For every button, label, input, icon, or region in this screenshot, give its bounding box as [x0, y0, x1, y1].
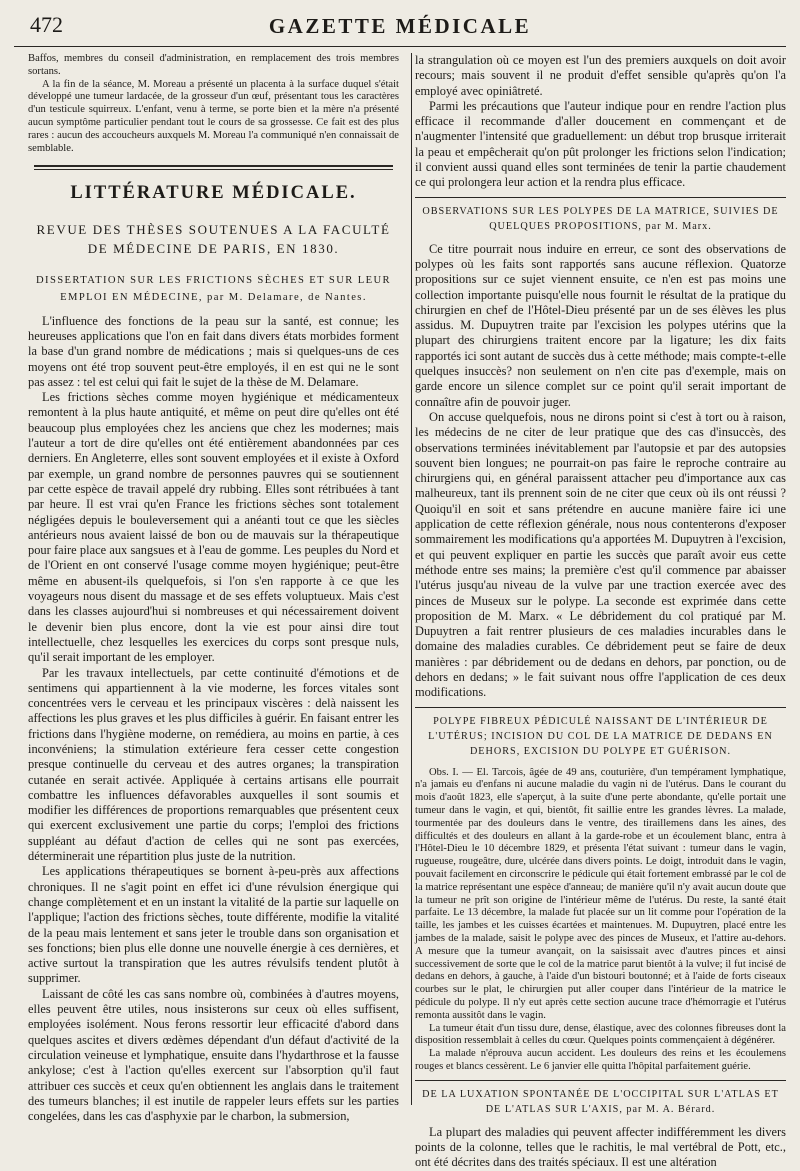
article-rule — [415, 707, 786, 708]
luxation-article-title: DE LA LUXATION SPONTANÉE DE L'OCCIPITAL SUR L'ATLAS ET DE L'ATLAS SUR L'AXIS, par M. A. Bérard. — [422, 1088, 779, 1115]
review-subtitle: REVUE DES THÈSES SOUTENUES A LA FACULTÉ DE MÉDECINE DE PARIS, EN 1830. — [36, 221, 391, 256]
observation-text: Obs. I. — El. Tarcois, âgée de 49 ans, couturière, d'un tempérament lymphatique, n'a jamais eu d'enfans ni aucune maladie du vagin ni de l'utérus. Dans le courant du mois d'août 1823, elle s'aperçut, à la suite d'une perte abondante, qu'elle portait une tumeur dans le vagin, et qui, bientôt, fit saillie entre les grandes lèvres. La malade, tourmentée par des douleurs dans le ventre, des tiraillemens dans les aines, des difficultés et des douleurs en allant à la garde-robe et un écoulement blanc, entra à l'Hôtel-Dieu le 10 décembre 1829, et présenta l'état suivant : tumeur dans le vagin, rugueuse, rougeâtre, dure, ulcérée dans divers points. Le doigt, introduit dans le vagin, pouvait facilement en circonscrire le pédicule qui était fortement embrassé par le col de la matrice représentant une espèce d'anneau; de manière qu'il n'y avait aucun doute que la tumeur ne prît son origine de l'intérieur même de l'utérus. Du reste, la santé était parfaite. Le 13 décembre, la malade fut placée sur un lit comme pour l'opération de la taille, les jambes et les cuisses écartées et maintenues. M. Dupuytren, placé entre les jambes de la malade, saisit le polype avec des pinces de Museux, et l'attire au-dehors. A mesure que la tumeur avançait, on la saisissait avec d'autres pinces et ainsi successivement de sorte que le col de la matrice parut bientôt à la vulve; il fut incisé de dedans en dehors, à gauche, à l'aide d'un bistouri boutonné; et à l'aide de forts ciseaux courbes sur le plat, le chirurgien put aller couper dans l'intérieur de la matrice le pédicule du polype. Il n'y eut après cette section aucune trace d'hémorragie et l'utérus remonta aussitôt dans le vagin. — [415, 766, 786, 1021]
right-column — [415, 53, 786, 1171]
article-rule — [415, 197, 786, 198]
paragraph: On accuse quelquefois, nous ne dirons point si c'est à tort ou à raison, les médecins de ne citer de leur pratique que des cas d'insuccès, des observations terminées inévitablement par l'autopsie et par des autopsies souvent bien longues; ne pourrait-on pas faire le reproche contraire au chirurgiens qui, en général paraissent attacher peu d'importance aux cas malheureux, tant ils prennent soin de ne citer que ceux où ils ont réussi ? Quoiqu'il en soit et sans prétendre en aucune manière faire ici une application de cette réflexion générale, nous nous contenterons d'exposer sommairement les modifications qu'a apportées M. Dupuytren à l'excision, et qui peuvent expliquer en partie les succès que paraît avoir eus cette méthode entre ses mains; la première c'est qu'il commence par abaisser l'utérus jusqu'au niveau de la vulve par une traction exercée avec des pinces de Museux sur le polype. La seconde est exprimée dans cette proposition de M. Marx. « Le débridement du col pratiqué par M. Dupuytren a fait rentrer plusieurs de ces maladies incurables dans le domaine des maladies curables. Ce débridement peut se faire de deux manières : par débridement ou de dedans en dehors, par ponction, ou de dehors en dedans; » le fait suivant nous offre l'application de ces deux modifications. — [415, 409, 786, 700]
paragraph-moreau: A la fin de la séance, M. Moreau a présenté un placenta à la surface duquel s'était développé une tumeur lardacée, de la grosseur d'un œuf, présentant tous les caractères d'un testicule squirreux. L'enfant, venu à terme, se porte bien et la mère n'a présenté aucun symptôme particulier pendant tout le cours de sa grossesse. Ce fait est des plus rares : aucun des accoucheurs auxquels M. Moreau l'a communiqué n'en connaissait de semblable. — [28, 78, 399, 154]
polyps-article-title: OBSERVATIONS SUR LES POLYPES DE LA MATRICE, SUIVIES DE QUELQUES PROPOSITIONS, par M. Marx. — [422, 205, 779, 232]
paragraph: L'influence des fonctions de la peau sur la santé, est connue; les heureuses applications que l'on en fait dans divers états morbides forment la base d'un grand nombre de médications ; mais si quelques-uns de ces moyens ont été trop souvent peut-être employés, il en est qui ne le sont pas assez : tel est celui qui fait le sujet de la thèse de M. Delamare. — [28, 313, 399, 389]
running-title: GAZETTE MÉDICALE — [268, 14, 532, 38]
paragraph-baffos: Baffos, membres du conseil d'administration, en remplacement des trois membres sortans. — [28, 53, 399, 77]
page-header — [14, 6, 786, 47]
paragraph: Par les travaux intellectuels, par cette continuité d'émotions et de sentimens qui appartiennent à la vie moderne, les forces vitales sont concentrées vers le cerveau et les principaux viscères : delà naissent les affections les plus graves et les plus difficiles à guérir. En faisant entrer les frictions dans l'hygiène moderne, on remédiera, au moins en partie, à ces inconvéniens; la stimulation extérieure fera cesser cette congestion presque continuelle du cerveau et des autres organes; la transpiration cutanée en serait activée. Appliquée à certains artisans elle pourrait combattre les influences défavorables auxquelles il sont soumis et modifier les différences de proportions remarquables que présentent ceux qui exercent exclusivement une partie du corps; l'emploi des frictions suppléant au défaut d'action de celles qui ne sont pas exercées, déterminerait une répartition plus juste de la nutrition. — [28, 665, 399, 864]
left-column — [28, 53, 399, 1171]
paragraph: Les applications thérapeutiques se bornent à-peu-près aux affections chroniques. Il ne s'agit point en effet ici d'une révulsion énergique qui change complètement et en un instant la vitalité de la partie sur laquelle on l'applique; l'action des frictions sèches, toute différente, modifie la vitalité de la peau mais lentement et sans jeter le trouble dans son organisation et ses fonctions; bien plus elle donne une nouvelle énergie à ces dernières, et active surtout la transpiration que les autres révulsifs tendent plutôt à supprimer. — [28, 864, 399, 986]
section-rule-thick — [34, 165, 393, 167]
paragraph: Parmi les précautions que l'auteur indique pour en rendre l'action plus efficace il recommande d'aller doucement en commençant et de n'augmenter l'intensité que graduellement: un début trop brusque irriterait la peau et empêcherait qu'on pût prolonger les frictions selon l'indication; il convient aussi quand elles sont terminées de tenir la partie chaudement ce qui prolongera leur action et la rendra plus efficace. — [415, 98, 786, 190]
observation-text: La malade n'éprouva aucun accident. Les douleurs des reins et les écoulemens rouges et blancs cessèrent. Le 6 janvier elle quitta l'hôpital parfaitement guérie. — [415, 1048, 786, 1072]
article-rule — [415, 1080, 786, 1081]
page-number: 472 — [30, 12, 63, 37]
paragraph: Ce titre pourrait nous induire en erreur, ce sont des observations de polypes où les faits sont rapportés sans aucune réflexion. Quatorze propositions sur ce sujet viennent ensuite, ce n'en est pas moins une collection importante puisqu'elle nous fournit le résultat de la pratique du chirurgien en chef de l'Hôtel-Dieu présenté par un de ses élèves les plus assidus. M. Dupuytren traite par l'excision les polypes utérins que la plupart des chirurgiens traitent encore par la ligature; les dix faits rapportés ici sont autant de succès dus à cette méthode; mais compte-t-elle quelques insuccès? non seulement on n'en cite pas d'exemple, mais on garde encore un silence complet sur ce point qu'il serait important de connaître afin de pouvoir juger. — [415, 241, 786, 409]
two-column-body — [14, 53, 786, 1171]
section-title: LITTÉRATURE MÉDICALE. — [70, 183, 357, 204]
polyp-case-title: POLYPE FIBREUX PÉDICULÉ NAISSANT DE L'INTÉRIEUR DE L'UTÉRUS; INCISION DU COL DE LA MATRICE DE DEDANS EN DEHORS, EXCISION DU POLYPE ET GUÉRISON. — [428, 715, 773, 757]
paragraph: La plupart des maladies qui peuvent affecter indifféremment les divers points de la colonne, telles que le rachitis, le mal vertébral de Pott, etc., ont été décrites dans des traités spéciaux. Il est une altération — [415, 1124, 786, 1170]
paragraph: la strangulation où ce moyen est l'un des premiers auxquels on doit avoir recours; mais souvent il ne produit d'effet sensible qu'après qu'on l'a employé avec opiniâtreté. — [415, 53, 786, 98]
column-divider — [411, 53, 412, 1105]
section-rule-thin — [34, 169, 393, 170]
observation-text: La tumeur était d'un tissu dure, dense, élastique, avec des colonnes fibreuses dont la disposition ressemblait à celles du cœur. Quelques points commençaient à dégénérer. — [415, 1022, 786, 1047]
thesis-title: DISSERTATION SUR LES FRICTIONS SÈCHES ET SUR LEUR EMPLOI EN MÉDECINE, par M. Delamare, de Nantes. — [35, 274, 392, 303]
paragraph: Laissant de côté les cas sans nombre où, combinées à d'autres moyens, elles peuvent être utiles, nous insisterons sur ceux où elles suffisent, employées isolément. Nous ferons ressortir leur efficacité d'abord dans quelques ascites et divers œdèmes dépendant d'un défaut d'activité de la circulation veineuse et lymphatique, ensuite dans l'hydarthrose et la fausse ankylose; c'est à l'action qu'elles exercent sur l'absorption qu'il faut attribuer ces succès et ceux qu'en obtiennent les anglais dans le traitement des tumeurs blanches; il est inutile de rappeler leurs effets sur les parties congelées, dans les cas d'asphyxie par le charbon, la submersion, — [28, 986, 399, 1124]
paragraph: Les frictions sèches comme moyen hygiénique et médicamenteux remontent à la plus haute antiquité, et même on peut dire qu'elles ont été beaucoup plus employées chez les anciens que chez les modernes; mais l'auteur a tort de dire qu'elles ont été entièrement abandonnées par ces derniers. En Angleterre, elles sont souvent employées et il existe à Oxford par exemple, un grand nombre de personnes pauvres qui se soutiennent par cette espèce de travail appelé dry rubbing. Elles sont rétribuées à tant par heure. Il est vrai qu'en France les frictions sèches sont totalement négligées depuis le bouleversement qui a anéanti tout ce que les siècles antérieurs nous avaient laissé de bon ou de mauvais sur la thérapeutique pour faire place aux sangsues et à l'eau de gomme. Les peuples du Nord et de l'Orient en ont conservé l'usage comme moyen hygiénique; peut-être même en abusent-ils quelquefois, si l'on s'en rapporte à ce que les voyageurs nous disent du massage et de ses effets voluptueux. Mais c'est dans les classes aujourd'hui si nombreuses et qui nécessairement doivent le devenir bien plus encore, dont la vie est pour ainsi dire tout intellectuelle, chez lesquelles les exercices du corps sont presque nuls, qu'il serait important de les employer. — [28, 390, 399, 665]
